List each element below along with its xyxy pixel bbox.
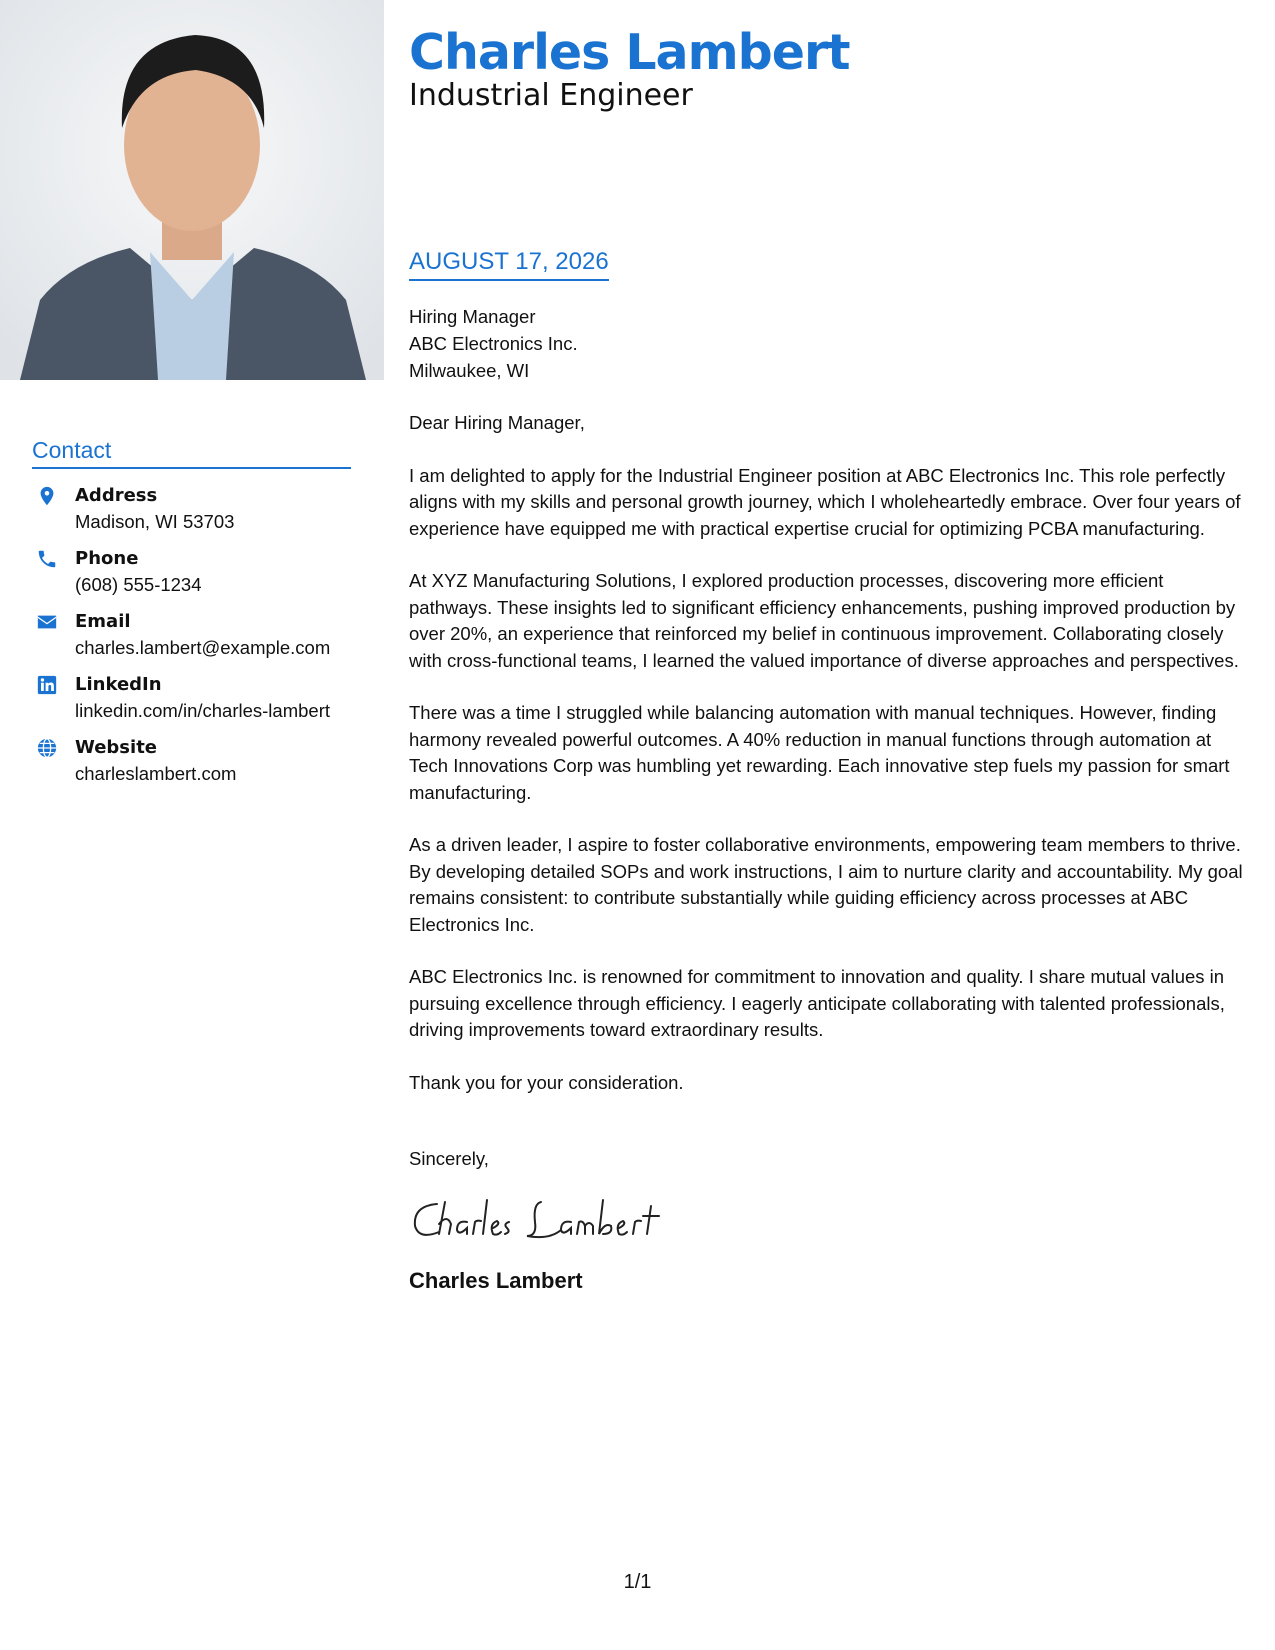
contact-email [32, 609, 351, 660]
recipient-block [409, 303, 1249, 384]
globe-icon [36, 737, 58, 759]
paragraph: ABC Electronics Inc. is renowned for commitment to innovation and quality. I share mutual values in pursuing excellence through efficiency. I eagerly anticipate collaborating with talented professionals, driving improvements toward extraordinary results. [409, 966, 1225, 1040]
contact-sidebar [32, 437, 351, 798]
paragraph: At XYZ Manufacturing Solutions, I explored production processes, discovering more efficient pathways. These insights led to significant efficiency enhancements, pushing improved production by over 20%, an experience that reinforced my belief in continuous improvement. Collaborating closely with cross-functional teams, I learned the valued importance of diverse approaches and perspectives. [409, 570, 1239, 671]
contact-website [32, 735, 351, 786]
candidate-name: Charles Lambert [409, 24, 850, 81]
paragraph: There was a time I struggled while balancing automation with manual techniques. However, finding harmony revealed powerful outcomes. A 40% reduction in manual functions through automation at Tech Innovations Corp was humbling yet rewarding. Each innovative step fuels my passion for smart manufacturing. [409, 702, 1230, 803]
signer-name: Charles Lambert [409, 1268, 583, 1293]
contact-label: Website [75, 737, 158, 758]
contact-value: (608) 555-1234 [75, 574, 202, 595]
letter-body [409, 248, 1249, 1294]
recipient-line: ABC Electronics Inc. [409, 333, 578, 354]
contact-phone [32, 546, 351, 597]
contact-value[interactable]: linkedin.com/in/charles-lambert [75, 700, 330, 721]
phone-icon [36, 548, 58, 570]
contact-linkedin [32, 672, 351, 723]
paragraph: I am delighted to apply for the Industrial Engineer position at ABC Electronics Inc. This role perfectly aligns with my skills and personal growth journey, which I wholeheartedly embrace. Over four years of experience have equipped me with practical expertise crucial for optimizing PCBA manufacturing. [409, 464, 1241, 539]
recipient-line: Milwaukee, WI [409, 360, 530, 381]
contact-label: Phone [75, 548, 139, 569]
closing: Sincerely, [409, 1148, 489, 1169]
contact-label: Address [75, 485, 158, 506]
contact-label: LinkedIn [75, 674, 162, 695]
letter-date: AUGUST 17, 2026 [409, 248, 609, 281]
contact-label: Email [75, 611, 131, 632]
contact-value[interactable]: charleslambert.com [75, 763, 237, 784]
contact-value: Madison, WI 53703 [75, 511, 235, 532]
signature-image [409, 1194, 669, 1246]
job-title: Industrial Engineer [409, 78, 693, 113]
paragraph: Thank you for your consideration. [409, 1071, 684, 1093]
profile-photo [0, 0, 384, 380]
salutation: Dear Hiring Manager, [409, 412, 585, 433]
map-pin-icon [36, 485, 58, 507]
contact-address [32, 483, 351, 534]
page-number: 1/1 [623, 1571, 652, 1593]
header [409, 22, 850, 114]
recipient-line: Hiring Manager [409, 306, 536, 327]
linkedin-icon [36, 674, 58, 696]
email-icon [36, 611, 58, 633]
contact-heading: Contact [32, 437, 351, 469]
paragraph: As a driven leader, I aspire to foster collaborative environments, empowering team members to thrive. By developing detailed SOPs and work instructions, I aim to nurture clarity and accountability. My goal remains consistent: to contribute substantially while guiding efficiency across processes at ABC Electronics Inc. [409, 834, 1243, 935]
contact-value[interactable]: charles.lambert@example.com [75, 637, 331, 658]
